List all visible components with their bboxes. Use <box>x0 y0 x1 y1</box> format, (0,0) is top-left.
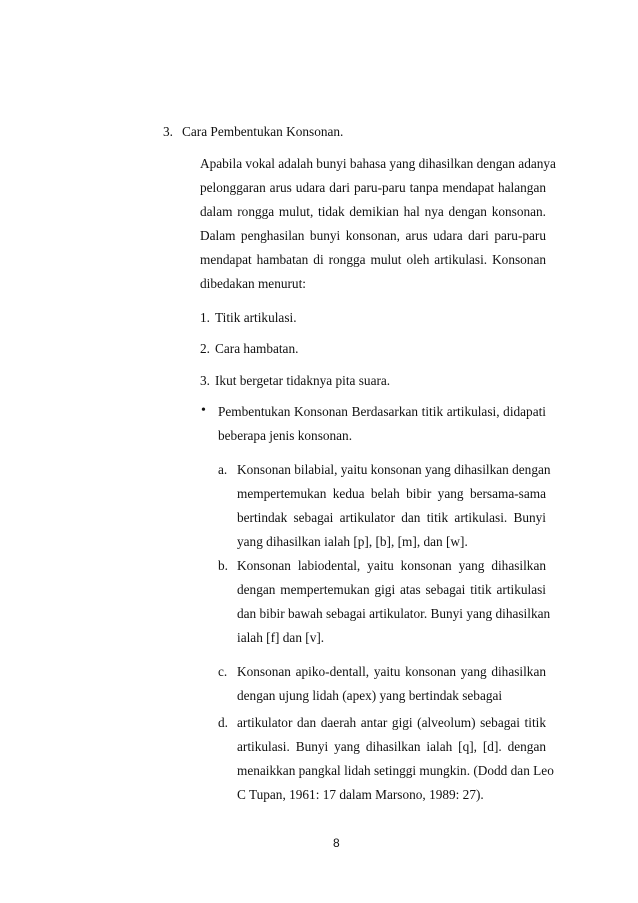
item-letter: d. <box>218 715 228 730</box>
item-line: artikulator dan daerah antar gigi (alveolum) sebagai titik <box>237 715 546 730</box>
page-number: 8 <box>333 836 340 850</box>
item-line: dengan ujung lidah (apex) yang bertindak sebagai <box>237 688 503 703</box>
item-letter: b. <box>218 558 228 573</box>
criteria-text: Cara hambatan. <box>215 341 299 356</box>
paragraph-line: dibedakan menurut: <box>200 276 306 291</box>
item-line: menaikkan pangkal lidah setinggi mungkin. (Dodd dan Leo <box>237 763 554 778</box>
item-line: ialah [f] dan [v]. <box>237 630 325 645</box>
item-line: dengan mempertemukan gigi atas sebagai titik artikulasi <box>237 582 546 597</box>
item-line: C Tupan, 1961: 17 dalam Marsono, 1989: 27). <box>237 787 484 802</box>
paragraph-line: Dalam penghasilan bunyi konsonan, arus udara dari paru-paru <box>200 228 546 243</box>
paragraph-line: Apabila vokal adalah bunyi bahasa yang dihasilkan dengan adanya <box>200 156 556 171</box>
paragraph-line: Pembentukan Konsonan Berdasarkan titik artikulasi, didapati <box>218 404 546 419</box>
paragraph-line: pelonggaran arus udara dari paru-paru tanpa mendapat halangan <box>200 180 546 195</box>
criteria-number: 2. <box>200 341 210 356</box>
item-line: dan bibir bawah sebagai artikulator. Bunyi yang dihasilkan <box>237 606 551 621</box>
criteria-text: Ikut bergetar tidaknya pita suara. <box>215 373 391 388</box>
item-letter: a. <box>218 462 228 477</box>
paragraph-line: mendapat hambatan di rongga mulut oleh artikulasi. Konsonan <box>200 252 546 267</box>
paragraph-line: beberapa jenis konsonan. <box>218 428 353 443</box>
item-line: artikulasi. Bunyi yang dihasilkan ialah [q], [d]. dengan <box>237 739 546 754</box>
item-line: yang dihasilkan ialah [p], [b], [m], dan [w]. <box>237 534 468 549</box>
section-title: Cara Pembentukan Konsonan. <box>182 124 344 139</box>
item-line: Konsonan labiodental, yaitu konsonan yang dihasilkan <box>237 558 546 573</box>
item-line: bertindak sebagai artikulator dan titik artikulasi. Bunyi <box>237 510 546 525</box>
item-line: mempertemukan kedua belah bibir yang bersama-sama <box>237 486 546 501</box>
item-letter: c. <box>218 664 228 679</box>
bullet-icon: • <box>201 403 206 418</box>
criteria-number: 1. <box>200 310 210 325</box>
section-number: 3. <box>163 124 173 139</box>
paragraph-line: dalam rongga mulut, tidak demikian hal nya dengan konsonan. <box>200 204 546 219</box>
criteria-text: Titik artikulasi. <box>215 310 297 325</box>
criteria-number: 3. <box>200 373 210 388</box>
item-line: Konsonan bilabial, yaitu konsonan yang dihasilkan dengan <box>237 462 551 477</box>
item-line: Konsonan apiko-dentall, yaitu konsonan yang dihasilkan <box>237 664 546 679</box>
